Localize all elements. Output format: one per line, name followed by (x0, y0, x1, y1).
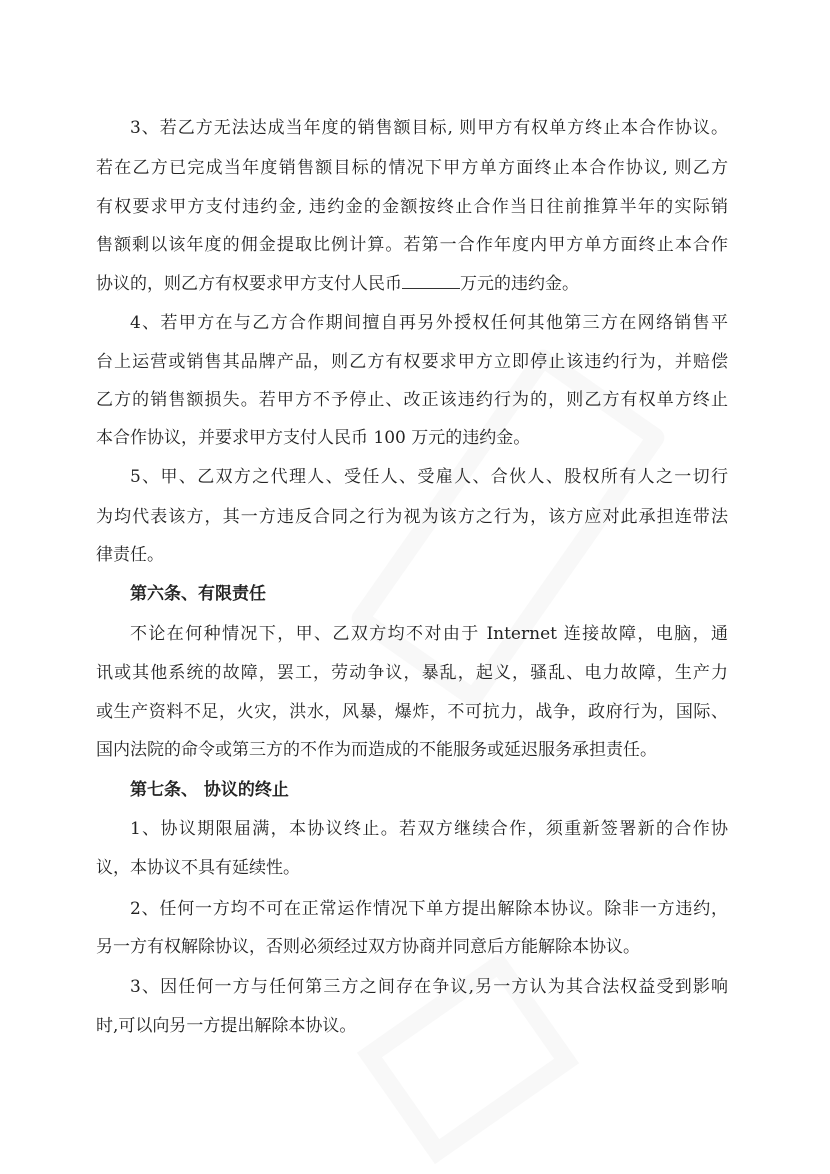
paragraph-line: 时,可以向另一方提出解除本协议。 (96, 1016, 357, 1036)
text: 万元的违约金。 (460, 274, 579, 294)
paragraph-line: 台上运营或销售其品牌产品，则乙方有权要求甲方立即停止该违约行为，并赔偿 (96, 352, 728, 372)
section-heading: 第七条、 协议的终止 (130, 780, 289, 800)
paragraph-line (96, 272, 728, 295)
paragraph-line: 为均代表该方，其一方违反合同之行为视为该方之行为，该方应对此承担连带法 (96, 507, 728, 527)
paragraph-line: 若在乙方已完成当年度销售额目标的情况下甲方单方面终止本合作协议, 则乙方 (96, 158, 728, 178)
paragraph-line: 有权要求甲方支付违约金, 违约金的金额按终止合作当日往前推算半年的实际销 (96, 197, 728, 217)
paragraph-line: 或生产资料不足，火灾，洪水，风暴，爆炸，不可抗力，战争，政府行为，国际、 (96, 702, 728, 722)
paragraph-line: 律责任。 (96, 545, 164, 565)
paragraph-line: 另一方有权解除协议，否则必须经过双方协商并同意后方能解除本协议。 (96, 937, 640, 957)
paragraph-line: 5、甲、乙双方之代理人、受任人、受雇人、合伙人、股权所有人之一切行 (130, 467, 728, 487)
paragraph-line: 1、协议期限届满，本协议终止。若双方继续合作，须重新签署新的合作协 (130, 819, 728, 839)
paragraph-line: 国内法院的命令或第三方的不作为而造成的不能服务或延迟服务承担责任。 (96, 740, 657, 760)
paragraph-line: 4、若甲方在与乙方合作期间擅自再另外授权任何其他第三方在网络销售平 (130, 313, 728, 333)
paragraph-line: 售额剩以该年度的佣金提取比例计算。若第一合作年度内甲方单方面终止本合作 (96, 235, 728, 255)
paragraph-line: 不论在何种情况下，甲、乙双方均不对由于 Internet 连接故障，电脑，通 (130, 624, 728, 644)
paragraph-line: 2、任何一方均不可在正常运作情况下单方提出解除本协议。除非一方违约， (130, 899, 728, 919)
text: 协议的，则乙方有权要求甲方支付人民币 (96, 274, 402, 294)
fill-in-blank (402, 272, 460, 289)
section-heading: 第六条、有限责任 (130, 584, 266, 604)
paragraph-line: 讯或其他系统的故障，罢工，劳动争议，暴乱，起义，骚乱、电力故障，生产力 (96, 663, 728, 683)
paragraph-line: 议，本协议不具有延续性。 (96, 858, 300, 878)
paragraph-line: 乙方的销售额损失。若甲方不予停止、改正该违约行为的，则乙方有权单方终止 (96, 390, 728, 410)
paragraph-line: 本合作协议，并要求甲方支付人民币 100 万元的违约金。 (96, 428, 531, 448)
paragraph-line: 3、因任何一方与任何第三方之间存在争议,另一方认为其合法权益受到影响 (130, 977, 728, 997)
paragraph-line: 3、若乙方无法达成当年度的销售额目标, 则甲方有权单方终止本合作协议。 (130, 118, 728, 138)
